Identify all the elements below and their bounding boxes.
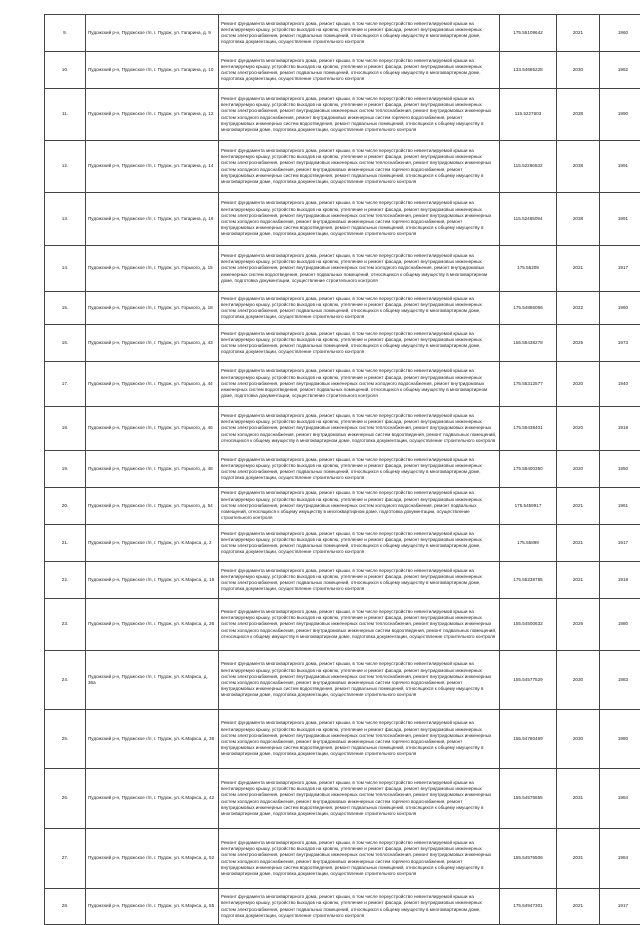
- planned-year-cell: 2021: [557, 889, 600, 925]
- address-cell: Пудожский р-н, Пудожское г/п, г. Пудож, ул. К.Маркса, д. 16: [86, 562, 219, 599]
- works-description-cell: Ремонт фундамента многоквартирного дома, ремонт крыши, в том числе переустройство невентилируемой крыши на вентилируемую крышу, устройство выходов на кровлю, утепление и ремонт фасада, ремонт внутридомовых инженерных систем электроснабжения, ремонт подвальных помещений, относящихся к общему имуществу в многоквартирном доме, подготовка документации, осуществление строительного контроля: [219, 52, 500, 89]
- table-row: [45, 15, 640, 52]
- cost-cell: 175.55238785: [500, 562, 557, 599]
- works-description-cell: Ремонт фундамента многоквартирного дома, ремонт крыши, в том числе переустройство невентилируемой крыши на вентилируемую крышу, устройство выходов на кровлю, утепление и ремонт фасада, ремонт внутридомовых инженерных систем электроснабжения, ремонт внутридомовых инженерных систем теплоснабжения, ремонт внутридомовых инженерных систем холодного водоснабжения, ремонт внутридомовых инженерных систем горячего водоснабжения, ремонт внутридомовых инженерных систем водоотведения, ремонт подвальных помещений, относящихся к общему имуществу в многоквартирном доме, подготовка документации, осуществление строительного контроля: [219, 710, 500, 769]
- cost-cell: 155.54780469: [500, 710, 557, 769]
- planned-year-cell: 2031: [557, 769, 600, 829]
- row-number-cell: 15.: [45, 292, 86, 325]
- cost-cell: 175.5459917: [500, 488, 557, 525]
- row-number-cell: 23.: [45, 599, 86, 651]
- address-cell: Пудожский р-н, Пудожское г/п, г. Пудож, ул. Горького, д. 43: [86, 325, 219, 362]
- address-cell: Пудожский р-н, Пудожское г/п, г. Пудож, ул. К.Маркса, д. 42: [86, 769, 219, 829]
- built-year-cell: 1990: [600, 89, 640, 141]
- cost-cell: 115.52266532: [500, 141, 557, 193]
- address-cell: Пудожский р-н, Пудожское г/п, г. Пудож, ул. Горького, д. 46: [86, 407, 219, 451]
- planned-year-cell: 2021: [557, 15, 600, 52]
- planned-year-cell: 2021: [557, 488, 600, 525]
- built-year-cell: 1950: [600, 451, 640, 488]
- built-year-cell: 1962: [600, 52, 640, 89]
- table-row: [45, 292, 640, 325]
- cost-cell: 155.54577529: [500, 651, 557, 710]
- row-number-cell: 20.: [45, 488, 86, 525]
- built-year-cell: 1983: [600, 651, 640, 710]
- cost-cell: 175.55209: [500, 246, 557, 292]
- cost-cell: 175.54947301: [500, 889, 557, 925]
- built-year-cell: 1917: [600, 889, 640, 925]
- table-row: [45, 829, 640, 889]
- address-cell: Пудожский р-н, Пудожское г/п, г. Пудож, ул. Гагарина, д. 14: [86, 141, 219, 193]
- table-row: [45, 889, 640, 925]
- address-cell: Пудожский р-н, Пудожское г/п, г. Пудож, ул. Горького, д. 48: [86, 451, 219, 488]
- table-row: [45, 325, 640, 362]
- works-description-cell: Ремонт фундамента многоквартирного дома, ремонт крыши, в том числе переустройство невентилируемой крыши на вентилируемую крышу, устройство выходов на кровлю, утепление и ремонт фасада, ремонт внутридомовых инженерных систем электроснабжения, ремонт внутридомовых инженерных систем теплоснабжения, ремонт внутридомовых инженерных систем холодного водоснабжения, ремонт внутридомовых инженерных систем горячего водоснабжения, ремонт внутридомовых инженерных систем водоотведения, ремонт подвальных помещений, относящихся к общему имуществу в многоквартирном доме, подготовка документации, осуществление строительного контроля: [219, 651, 500, 710]
- works-description-cell: Ремонт фундамента многоквартирного дома, ремонт крыши, в том числе переустройство невентилируемой крыши на вентилируемую крышу, устройство выходов на кровлю, утепление и ремонт фасада, ремонт внутридомовых инженерных систем электроснабжения, ремонт внутридомовых инженерных систем теплоснабжения, ремонт внутридомовых инженерных систем холодного водоснабжения, ремонт внутридомовых инженерных систем горячего водоснабжения, ремонт внутридомовых инженерных систем водоотведения, ремонт подвальных помещений, относящихся к общему имуществу в многоквартирном доме, подготовка документации, осуществление строительного контроля: [219, 769, 500, 829]
- works-description-cell: Ремонт фундамента многоквартирного дома, ремонт крыши, в том числе переустройство невентилируемой крыши на вентилируемую крышу, устройство выходов на кровлю, утепление и ремонт фасада, ремонт внутридомовых инженерных систем электроснабжения, ремонт внутридомовых инженерных систем теплоснабжения, ремонт внутридомовых инженерных систем холодного водоснабжения, ремонт внутридомовых инженерных систем горячего водоснабжения, ремонт внутридомовых инженерных систем водоотведения, ремонт подвальных помещений, относящихся к общему имуществу в многоквартирном доме, подготовка документации, осуществление строительного контроля: [219, 829, 500, 889]
- built-year-cell: 1973: [600, 325, 640, 362]
- built-year-cell: 1960: [600, 292, 640, 325]
- table-row: [45, 651, 640, 710]
- row-number-cell: 25.: [45, 710, 86, 769]
- works-description-cell: Ремонт фундамента многоквартирного дома, ремонт крыши, в том числе переустройство невентилируемой крыши на вентилируемую крышу, устройство выходов на кровлю, утепление и ремонт фасада, ремонт внутридомовых инженерных систем электроснабжения, ремонт внутридомовых инженерных систем холодного водоснабжения, ремонт внутридомовых инженерных систем водоотведения, ремонт подвальных помещений, относящихся к общему имуществу в многоквартирном доме, подготовка документации, осуществление строительного контроля: [219, 362, 500, 407]
- row-number-cell: 12.: [45, 141, 86, 193]
- address-cell: Пудожский р-н, Пудожское г/п, г. Пудож, ул. К.Маркса, д. 2: [86, 525, 219, 562]
- table-row: [45, 193, 640, 246]
- planned-year-cell: 2025: [557, 325, 600, 362]
- planned-year-cell: 2031: [557, 829, 600, 889]
- built-year-cell: 1917: [600, 246, 640, 292]
- row-number-cell: 18.: [45, 407, 86, 451]
- row-number-cell: 16.: [45, 325, 86, 362]
- cost-cell: 175.54886066: [500, 292, 557, 325]
- table-row: [45, 769, 640, 829]
- table-row: [45, 562, 640, 599]
- table-row: [45, 407, 640, 451]
- cost-cell: 175.55312577: [500, 362, 557, 407]
- row-number-cell: 24.: [45, 651, 86, 710]
- cost-cell: 115.5227603: [500, 89, 557, 141]
- built-year-cell: 1918: [600, 407, 640, 451]
- works-description-cell: Ремонт фундамента многоквартирного дома, ремонт крыши, в том числе переустройство невентилируемой крыши на вентилируемую крышу, устройство выходов на кровлю, утепление и ремонт фасада, ремонт внутридомовых инженерных систем электроснабжения, ремонт внутридомовых инженерных систем теплоснабжения, ремонт внутридомовых инженерных систем холодного водоснабжения, ремонт внутридомовых инженерных систем водоотведения, ремонт подвальных помещений, относящихся к общему имуществу в многоквартирном доме, подготовка документации, осуществление строительного контроля: [219, 407, 500, 451]
- planned-year-cell: 2038: [557, 141, 600, 193]
- row-number-cell: 19.: [45, 451, 86, 488]
- cost-cell: 175.55438401: [500, 407, 557, 451]
- built-year-cell: 1984: [600, 769, 640, 829]
- row-number-cell: 10.: [45, 52, 86, 89]
- works-description-cell: Ремонт фундамента многоквартирного дома, ремонт крыши, в том числе переустройство невентилируемой крыши на вентилируемую крышу, устройство выходов на кровлю, утепление и ремонт фасада, ремонт внутридомовых инженерных систем электроснабжения, ремонт подвальных помещений, относящихся к общему имуществу в многоквартирном доме, подготовка документации, осуществление строительного контроля: [219, 525, 500, 562]
- cost-cell: 155.54576655: [500, 769, 557, 829]
- cost-cell: 133.54685228: [500, 52, 557, 89]
- row-number-cell: 11.: [45, 89, 86, 141]
- works-description-cell: Ремонт фундамента многоквартирного дома, ремонт крыши, в том числе переустройство невентилируемой крыши на вентилируемую крышу, устройство выходов на кровлю, утепление и ремонт фасада, ремонт внутридомовых инженерных систем электроснабжения, ремонт подвальных помещений, относящихся к общему имуществу в многоквартирном доме, подготовка документации, осуществление строительного контроля: [219, 325, 500, 362]
- planned-year-cell: 2030: [557, 52, 600, 89]
- works-description-cell: Ремонт фундамента многоквартирного дома, ремонт крыши, в том числе переустройство невентилируемой крыши на вентилируемую крышу, устройство выходов на кровлю, утепление и ремонт фасада, ремонт внутридомовых инженерных систем электроснабжения, ремонт подвальных помещений, относящихся к общему имуществу в многоквартирном доме, подготовка документации, осуществление строительного контроля: [219, 889, 500, 925]
- built-year-cell: 1917: [600, 525, 640, 562]
- table-row: [45, 488, 640, 525]
- built-year-cell: 1961: [600, 488, 640, 525]
- planned-year-cell: 2030: [557, 710, 600, 769]
- works-description-cell: Ремонт фундамента многоквартирного дома, ремонт крыши, в том числе переустройство невентилируемой крыши на вентилируемую крышу, устройство выходов на кровлю, утепление и ремонт фасада, ремонт внутридомовых инженерных систем электроснабжения, ремонт внутридомовых инженерных систем холодного водоснабжения, ремонт внутридомовых инженерных систем водоотведения, ремонт подвальных помещений, относящихся к общему имуществу в многоквартирном доме, подготовка документации, осуществление строительного контроля: [219, 246, 500, 292]
- built-year-cell: 1960: [600, 15, 640, 52]
- address-cell: Пудожский р-н, Пудожское г/п, г. Пудож, ул. Горького, д. 15: [86, 246, 219, 292]
- built-year-cell: 1918: [600, 562, 640, 599]
- built-year-cell: 1991: [600, 141, 640, 193]
- works-description-cell: Ремонт фундамента многоквартирного дома, ремонт крыши, в том числе переустройство невентилируемой крыши на вентилируемую крышу, устройство выходов на кровлю, утепление и ремонт фасада, ремонт внутридомовых инженерных систем электроснабжения, ремонт внутридомовых инженерных систем теплоснабжения, ремонт внутридомовых инженерных систем холодного водоснабжения, ремонт внутридомовых инженерных систем горячего водоснабжения, ремонт внутридомовых инженерных систем водоотведения, ремонт подвальных помещений, относящихся к общему имуществу в многоквартирном доме, подготовка документации, осуществление строительного контроля: [219, 141, 500, 193]
- table-row: [45, 710, 640, 769]
- row-number-cell: 27.: [45, 829, 86, 889]
- planned-year-cell: 2021: [557, 562, 600, 599]
- table-row: [45, 599, 640, 651]
- cost-cell: 155.55438278: [500, 325, 557, 362]
- address-cell: Пудожский р-н, Пудожское г/п, г. Пудож, ул. К.Маркса, д. 55: [86, 889, 219, 925]
- address-cell: Пудожский р-н, Пудожское г/п, г. Пудож, ул. К.Маркса, д. 36а: [86, 651, 219, 710]
- planned-year-cell: 2021: [557, 246, 600, 292]
- table-row: [45, 451, 640, 488]
- table-row: [45, 362, 640, 407]
- planned-year-cell: 2021: [557, 525, 600, 562]
- table-row: [45, 525, 640, 562]
- row-number-cell: 22.: [45, 562, 86, 599]
- cost-cell: 155.54576506: [500, 829, 557, 889]
- planned-year-cell: 2038: [557, 89, 600, 141]
- table-row: [45, 89, 640, 141]
- repair-program-table: [44, 14, 640, 925]
- address-cell: Пудожский р-н, Пудожское г/п, г. Пудож, ул. Гагарина, д. 9: [86, 15, 219, 52]
- planned-year-cell: 2022: [557, 292, 600, 325]
- row-number-cell: 26.: [45, 769, 86, 829]
- works-description-cell: Ремонт фундамента многоквартирного дома, ремонт крыши, в том числе переустройство невентилируемой крыши на вентилируемую крышу, устройство выходов на кровлю, утепление и ремонт фасада, ремонт внутридомовых инженерных систем электроснабжения, ремонт внутридомовых инженерных систем теплоснабжения, ремонт внутридомовых инженерных систем холодного водоснабжения, ремонт внутридомовых инженерных систем горячего водоснабжения, ремонт внутридомовых инженерных систем водоотведения, ремонт подвальных помещений, относящихся к общему имуществу в многоквартирном доме, подготовка документации, осуществление строительного контроля: [219, 89, 500, 141]
- address-cell: Пудожский р-н, Пудожское г/п, г. Пудож, ул. К.Маркса, д. 38: [86, 710, 219, 769]
- planned-year-cell: 2020: [557, 451, 600, 488]
- built-year-cell: 1984: [600, 829, 640, 889]
- row-number-cell: 21.: [45, 525, 86, 562]
- planned-year-cell: 2020: [557, 362, 600, 407]
- row-number-cell: 13.: [45, 193, 86, 246]
- address-cell: Пудожский р-н, Пудожское г/п, г. Пудож, ул. Гагарина, д. 16: [86, 193, 219, 246]
- row-number-cell: 14.: [45, 246, 86, 292]
- address-cell: Пудожский р-н, Пудожское г/п, г. Пудож, ул. Горького, д. 44: [86, 362, 219, 407]
- address-cell: Пудожский р-н, Пудожское г/п, г. Пудож, ул. К.Маркса, д. 36: [86, 599, 219, 651]
- built-year-cell: 1991: [600, 193, 640, 246]
- cost-cell: 175.55899: [500, 525, 557, 562]
- works-description-cell: Ремонт фундамента многоквартирного дома, ремонт крыши, в том числе переустройство невентилируемой крыши на вентилируемую крышу, устройство выходов на кровлю, утепление и ремонт фасада, ремонт внутридомовых инженерных систем электроснабжения, ремонт внутридомовых инженерных систем теплоснабжения, ремонт внутридомовых инженерных систем холодного водоснабжения, ремонт внутридомовых инженерных систем водоотведения, ремонт подвальных помещений, относящихся к общему имуществу в многоквартирном доме, подготовка документации, осуществление строительного контроля: [219, 599, 500, 651]
- works-description-cell: Ремонт фундамента многоквартирного дома, ремонт крыши, в том числе переустройство невентилируемой крыши на вентилируемую крышу, устройство выходов на кровлю, утепление и ремонт фасада, ремонт внутридомовых инженерных систем электроснабжения, ремонт подвальных помещений, относящихся к общему имуществу в многоквартирном доме, подготовка документации, осуществление строительного контроля: [219, 15, 500, 52]
- planned-year-cell: 2030: [557, 651, 600, 710]
- planned-year-cell: 2026: [557, 599, 600, 651]
- cost-cell: 175.55400350: [500, 451, 557, 488]
- cost-cell: 155.54500632: [500, 599, 557, 651]
- row-number-cell: 17.: [45, 362, 86, 407]
- works-description-cell: Ремонт фундамента многоквартирного дома, ремонт крыши, в том числе переустройство невентилируемой крыши на вентилируемую крышу, устройство выходов на кровлю, утепление и ремонт фасада, ремонт внутридомовых инженерных систем электроснабжения, ремонт подвальных помещений, относящихся к общему имуществу в многоквартирном доме, подготовка документации, осуществление строительного контроля: [219, 451, 500, 488]
- planned-year-cell: 2038: [557, 193, 600, 246]
- address-cell: Пудожский р-н, Пудожское г/п, г. Пудож, ул. Гагарина, д. 12: [86, 89, 219, 141]
- works-description-cell: Ремонт фундамента многоквартирного дома, ремонт крыши, в том числе переустройство невентилируемой крыши на вентилируемую крышу, устройство выходов на кровлю, утепление и ремонт фасада, ремонт внутридомовых инженерных систем электроснабжения, ремонт подвальных помещений, относящихся к общему имуществу в многоквартирном доме, подготовка документации, осуществление строительного контроля: [219, 562, 500, 599]
- cost-cell: 115.52465094: [500, 193, 557, 246]
- built-year-cell: 1980: [600, 599, 640, 651]
- built-year-cell: 1980: [600, 710, 640, 769]
- table-body: [45, 15, 640, 925]
- cost-cell: 175.55109642: [500, 15, 557, 52]
- works-description-cell: Ремонт фундамента многоквартирного дома, ремонт крыши, в том числе переустройство невентилируемой крыши на вентилируемую крышу, устройство выходов на кровлю, утепление и ремонт фасада, ремонт внутридомовых инженерных систем электроснабжения, ремонт подвальных помещений, относящихся к общему имуществу в многоквартирном доме, подготовка документации, осуществление строительного контроля: [219, 292, 500, 325]
- planned-year-cell: 2020: [557, 407, 600, 451]
- table-row: [45, 141, 640, 193]
- address-cell: Пудожский р-н, Пудожское г/п, г. Пудож, ул. Гагарина, д. 10: [86, 52, 219, 89]
- row-number-cell: 9.: [45, 15, 86, 52]
- table-row: [45, 52, 640, 89]
- address-cell: Пудожский р-н, Пудожское г/п, г. Пудож, ул. Горького, д. 54: [86, 488, 219, 525]
- built-year-cell: 1940: [600, 362, 640, 407]
- works-description-cell: Ремонт фундамента многоквартирного дома, ремонт крыши, в том числе переустройство невентилируемой крыши на вентилируемую крышу, устройство выходов на кровлю, утепление и ремонт фасада, ремонт внутридомовых инженерных систем электроснабжения, ремонт внутридомовых инженерных систем теплоснабжения, ремонт внутридомовых инженерных систем холодного водоснабжения, ремонт внутридомовых инженерных систем горячего водоснабжения, ремонт внутридомовых инженерных систем водоотведения, ремонт подвальных помещений, относящихся к общему имуществу в многоквартирном доме, подготовка документации, осуществление строительного контроля: [219, 193, 500, 246]
- table-row: [45, 246, 640, 292]
- row-number-cell: 28.: [45, 889, 86, 925]
- address-cell: Пудожский р-н, Пудожское г/п, г. Пудож, ул. К.Маркса, д. 52: [86, 829, 219, 889]
- address-cell: Пудожский р-н, Пудожское г/п, г. Пудож, ул. Горького, д. 18: [86, 292, 219, 325]
- works-description-cell: Ремонт фундамента многоквартирного дома, ремонт крыши, в том числе переустройство невентилируемой крыши на вентилируемую крышу, устройство выходов на кровлю, утепление и ремонт фасада, ремонт внутридомовых инженерных систем электроснабжения, ремонт внутридомовых инженерных систем холодного водоснабжения, ремонт подвальных помещений, относящихся к общему имуществу в многоквартирном доме, подготовка документации, осуществление строительного контроля: [219, 488, 500, 525]
